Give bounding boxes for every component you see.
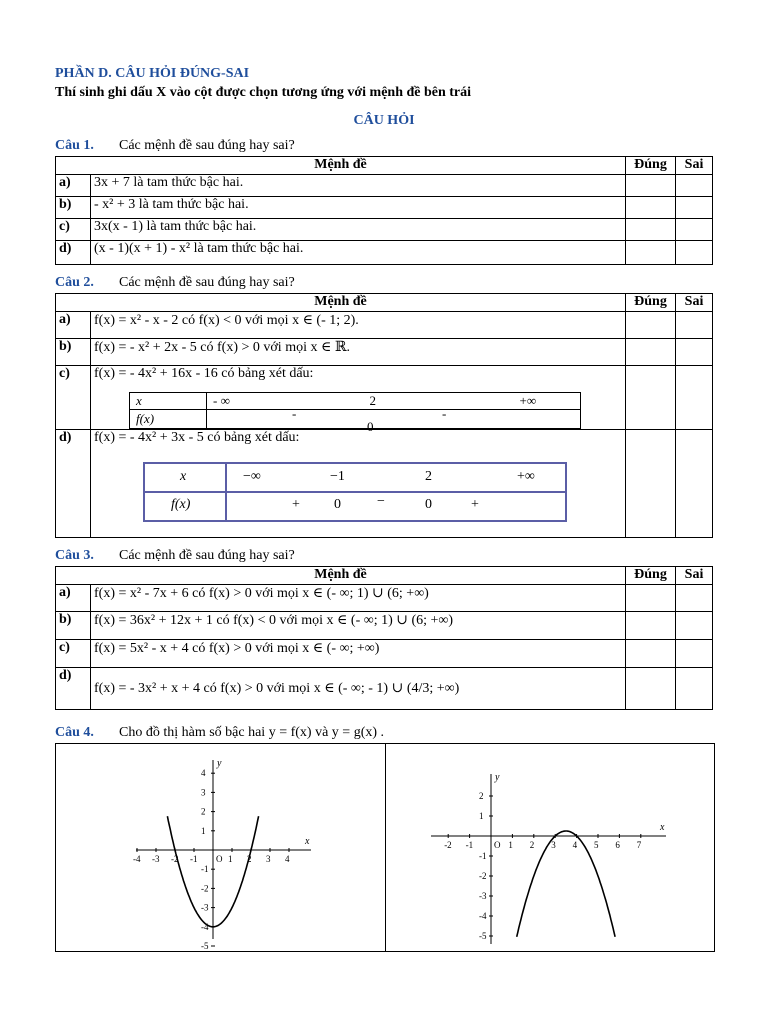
item-statement: f(x) = - 3x² + x + 4 có f(x) > 0 với mọi x ∈ (- ∞; - 1) ∪ (4/3; +∞) <box>91 668 626 710</box>
sign-zero: 0 <box>425 497 432 512</box>
true-cell[interactable] <box>626 366 676 430</box>
item-label: a) <box>56 312 91 339</box>
question-3-heading <box>55 548 295 564</box>
item-label: d) <box>56 430 91 538</box>
x-axis-label: x <box>305 836 310 847</box>
x-tick-label: 3 <box>551 840 556 850</box>
sign-fx-label: f(x) <box>130 410 207 429</box>
false-cell[interactable] <box>676 366 713 430</box>
item-label: b) <box>56 197 91 219</box>
section-title: PHẦN D. CÂU HỎI ĐÚNG-SAI <box>55 66 250 81</box>
y-tick-label: -2 <box>201 883 209 894</box>
item-label: a) <box>56 175 91 197</box>
y-tick-label: -3 <box>479 891 487 901</box>
sign-x-label: x <box>130 393 207 410</box>
y-tick-label: 3 <box>201 787 206 798</box>
true-cell[interactable] <box>626 640 676 668</box>
question-2-heading <box>55 275 295 291</box>
header-false: Sai <box>676 294 713 312</box>
instruction-text: Thí sinh ghi dấu X vào cột được chọn tương ứng với mệnh đề bên trái <box>55 85 472 100</box>
question-1-heading <box>55 138 295 154</box>
sign-plus: + <box>471 497 479 512</box>
header-false: Sai <box>676 567 713 585</box>
x-tick-label: 5 <box>594 840 599 850</box>
true-cell[interactable] <box>626 197 676 219</box>
y-tick-label: -5 <box>201 941 209 951</box>
true-cell[interactable] <box>626 339 676 366</box>
question-number: Câu 1. <box>55 138 94 153</box>
question-1-table <box>55 156 713 265</box>
x-tick-label: 1 <box>228 854 233 864</box>
true-cell[interactable] <box>626 175 676 197</box>
header-statement: Mệnh đề <box>56 567 626 585</box>
true-cell[interactable] <box>626 312 676 339</box>
false-cell[interactable] <box>676 640 713 668</box>
y-tick-label: 2 <box>479 791 484 801</box>
item-statement: - x² + 3 là tam thức bậc hai. <box>91 197 626 219</box>
sign-root-2: 2 <box>425 469 432 484</box>
false-cell[interactable] <box>676 585 713 612</box>
sign-root: 2 <box>369 393 376 408</box>
item-label: c) <box>56 640 91 668</box>
x-tick-label: O <box>216 854 223 864</box>
false-cell[interactable] <box>676 197 713 219</box>
y-tick-label: 1 <box>201 825 206 836</box>
false-cell[interactable] <box>676 312 713 339</box>
y-axis-label: y <box>217 758 222 769</box>
x-tick-label: -2 <box>444 840 452 850</box>
question-prompt: Cho đồ thị hàm số bậc hai y = f(x) và y = g(x) . <box>119 725 385 740</box>
item-statement: 3x + 7 là tam thức bậc hai. <box>91 175 626 197</box>
sign-minus: - <box>292 406 297 421</box>
x-axis-label: x <box>660 822 665 833</box>
sign-table-c <box>129 392 581 434</box>
x-tick-label: 4 <box>285 854 290 864</box>
center-title: CÂU HỎI <box>353 113 415 128</box>
item-statement: f(x) = 5x² - x + 4 có f(x) > 0 với mọi x ∈ (- ∞; +∞) <box>91 640 626 668</box>
x-tick-label: O <box>494 840 501 850</box>
item-statement: f(x) = x² - 7x + 6 có f(x) > 0 với mọi x ∈ (- ∞; 1) ∪ (6; +∞) <box>91 585 626 612</box>
graph-left <box>56 744 384 951</box>
y-tick-label: 1 <box>479 811 484 821</box>
item-statement: f(x) = - x² + 2x - 5 có f(x) > 0 với mọi x ∈ ℝ. <box>91 339 626 366</box>
sign-table-d <box>143 462 567 522</box>
header-statement: Mệnh đề <box>56 294 626 312</box>
sign-root-1: −1 <box>330 469 345 484</box>
y-tick-label: -4 <box>479 911 487 921</box>
false-cell[interactable] <box>676 219 713 241</box>
false-cell[interactable] <box>676 612 713 640</box>
question-3-table <box>55 566 713 710</box>
item-label: d) <box>56 668 91 710</box>
question-4-heading <box>55 725 384 741</box>
sign-minus: − <box>377 494 385 509</box>
item-statement: f(x) = 36x² + 12x + 1 có f(x) < 0 với mọi x ∈ (- ∞; 1) ∪ (6; +∞) <box>91 612 626 640</box>
x-tick-label: -2 <box>171 854 179 864</box>
question-prompt: Các mệnh đề sau đúng hay sai? <box>119 275 295 290</box>
item-statement: f(x) = x² - x - 2 có f(x) < 0 với mọi x ∈ (- 1; 2). <box>91 312 626 339</box>
false-cell[interactable] <box>676 241 713 265</box>
item-label: d) <box>56 241 91 265</box>
y-tick-label: -2 <box>479 871 487 881</box>
sign-fx-label: f(x) <box>171 497 191 512</box>
header-statement: Mệnh đề <box>56 157 626 175</box>
item-label: a) <box>56 585 91 612</box>
sign-x-values <box>207 393 581 410</box>
item-statement: (x - 1)(x + 1) - x² là tam thức bậc hai. <box>91 241 626 265</box>
sign-fx-values <box>207 406 581 434</box>
sign-plus: + <box>292 497 300 512</box>
true-cell[interactable] <box>626 668 676 710</box>
y-tick-label: -4 <box>201 921 209 932</box>
x-tick-label: 3 <box>266 854 271 864</box>
item-label: b) <box>56 612 91 640</box>
item-label: c) <box>56 219 91 241</box>
sign-zero: 0 <box>367 419 374 434</box>
sign-pos-inf: +∞ <box>519 393 537 408</box>
sign-neg-inf: - ∞ <box>213 393 230 408</box>
sign-minus: - <box>442 406 447 421</box>
false-cell[interactable] <box>676 339 713 366</box>
sign-neg-inf: −∞ <box>243 469 261 484</box>
x-tick-label: -1 <box>465 840 474 850</box>
false-cell[interactable] <box>676 668 713 710</box>
question-number: Câu 3. <box>55 548 94 563</box>
x-tick-label: 7 <box>636 840 642 850</box>
x-tick-label: -4 <box>133 854 141 864</box>
true-cell[interactable] <box>626 430 676 538</box>
item-label: c) <box>56 366 91 430</box>
header-true: Đúng <box>626 157 676 175</box>
sign-pos-inf: +∞ <box>517 469 535 484</box>
y-tick-label: -5 <box>479 931 487 941</box>
graph-right <box>386 744 714 951</box>
true-cell[interactable] <box>626 241 676 265</box>
sign-zero: 0 <box>334 497 341 512</box>
header-false: Sai <box>676 157 713 175</box>
item-statement: f(x) = - 4x² + 3x - 5 có bảng xét dấu: <box>91 430 626 538</box>
x-tick-label: 4 <box>572 840 578 850</box>
y-tick-label: -3 <box>201 902 209 913</box>
y-axis-label: y <box>495 772 500 783</box>
item-statement: 3x(x - 1) là tam thức bậc hai. <box>91 219 626 241</box>
header-true: Đúng <box>626 294 676 312</box>
true-cell[interactable] <box>626 219 676 241</box>
graphs-box <box>55 743 715 952</box>
false-cell[interactable] <box>676 430 713 538</box>
x-tick-label: 2 <box>529 840 535 850</box>
false-cell[interactable] <box>676 175 713 197</box>
item-statement: f(x) = - 4x² + 16x - 16 có bảng xét dấu: <box>91 366 626 430</box>
question-number: Câu 4. <box>55 725 94 740</box>
header-true: Đúng <box>626 567 676 585</box>
y-tick-label: -1 <box>479 851 487 861</box>
sign-x-label: x <box>180 469 187 484</box>
true-cell[interactable] <box>626 612 676 640</box>
item-label: b) <box>56 339 91 366</box>
x-tick-label: 2 <box>247 854 252 864</box>
x-tick-label: 1 <box>508 840 513 850</box>
x-tick-label: -1 <box>190 854 198 864</box>
question-prompt: Các mệnh đề sau đúng hay sai? <box>119 138 295 153</box>
y-tick-label: 2 <box>201 806 206 817</box>
question-prompt: Các mệnh đề sau đúng hay sai? <box>119 548 295 563</box>
x-tick-label: 6 <box>615 840 620 850</box>
question-number: Câu 2. <box>55 275 94 290</box>
x-tick-label: -3 <box>152 854 160 864</box>
true-cell[interactable] <box>626 585 676 612</box>
y-tick-label: 4 <box>201 768 206 779</box>
y-tick-label: -1 <box>201 864 209 875</box>
